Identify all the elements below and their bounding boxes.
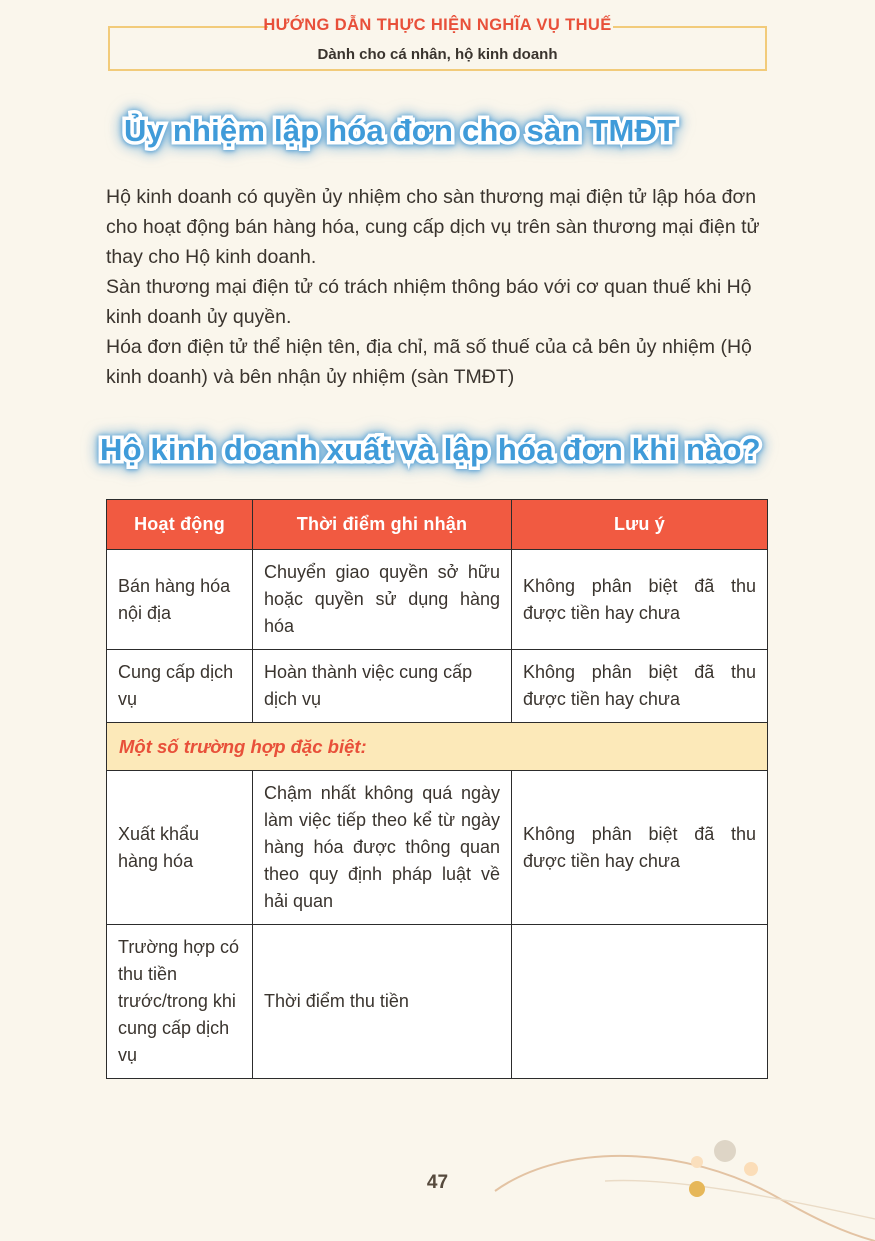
table-row xyxy=(107,925,768,1079)
table-row xyxy=(107,650,768,723)
column-header-activity: Hoạt động xyxy=(107,500,253,550)
cell-activity: Xuất khẩu hàng hóa xyxy=(107,771,253,925)
decorative-curve-primary xyxy=(495,1156,875,1241)
decorative-corner-graphic xyxy=(485,1101,875,1241)
invoice-timing-table xyxy=(106,499,768,1079)
section-heading-xuat-lap-hoa-don: Hộ kinh doanh xuất và lập hóa đơn khi nào? xyxy=(100,428,761,472)
table-section-note-row xyxy=(107,723,768,771)
decorative-circle-large xyxy=(714,1140,736,1162)
cell-activity: Trường hợp có thu tiền trước/trong khi cung cấp dịch vụ xyxy=(107,925,253,1079)
table-row xyxy=(107,771,768,925)
cell-timing: Hoàn thành việc cung cấp dịch vụ xyxy=(253,650,512,723)
cell-note: Không phân biệt đã thu được tiền hay chưa xyxy=(512,550,768,650)
cell-section-note: Một số trường hợp đặc biệt: xyxy=(107,723,768,771)
cell-timing: Chuyển giao quyền sở hữu hoặc quyền sử dụng hàng hóa xyxy=(253,550,512,650)
cell-note: Không phân biệt đã thu được tiền hay chưa xyxy=(512,650,768,723)
section-heading-uy-nhiem: Ủy nhiệm lập hóa đơn cho sàn TMĐT xyxy=(124,109,676,153)
column-header-timing: Thời điểm ghi nhận xyxy=(253,500,512,550)
paragraph-uy-nhiem-2: Sàn thương mại điện tử có trách nhiệm thông báo với cơ quan thuế khi Hộ kinh doanh ủy quyền. xyxy=(106,276,752,328)
table-header-row xyxy=(107,500,768,550)
running-header-subtitle: Dành cho cá nhân, hộ kinh doanh xyxy=(317,46,558,63)
cell-note: Không phân biệt đã thu được tiền hay chưa xyxy=(512,771,768,925)
cell-activity: Bán hàng hóa nội địa xyxy=(107,550,253,650)
paragraph-uy-nhiem-1: Hộ kinh doanh có quyền ủy nhiệm cho sàn thương mại điện tử lập hóa đơn cho hoạt động bán hàng hóa, cung cấp dịch vụ trên sàn thương mại điện tử thay cho Hộ kinh doanh. xyxy=(106,186,760,268)
running-header xyxy=(108,16,767,71)
paragraph-uy-nhiem-3: Hóa đơn điện tử thể hiện tên, địa chỉ, mã số thuế của cả bên ủy nhiệm (Hộ kinh doanh) và bên nhận ủy nhiệm (sàn TMĐT) xyxy=(106,336,752,388)
cell-activity: Cung cấp dịch vụ xyxy=(107,650,253,723)
decorative-circle-small xyxy=(691,1156,703,1168)
page-number: 47 xyxy=(426,1172,449,1193)
cell-note xyxy=(512,925,768,1079)
running-header-title: HƯỚNG DẪN THỰC HIỆN NGHĨA VỤ THUẾ xyxy=(263,16,612,34)
cell-timing: Chậm nhất không quá ngày làm việc tiếp theo kể từ ngày hàng hóa được thông quan theo quy định pháp luật về hải quan xyxy=(253,771,512,925)
table-row xyxy=(107,550,768,650)
column-header-note: Lưu ý xyxy=(512,500,768,550)
cell-timing: Thời điểm thu tiền xyxy=(253,925,512,1079)
